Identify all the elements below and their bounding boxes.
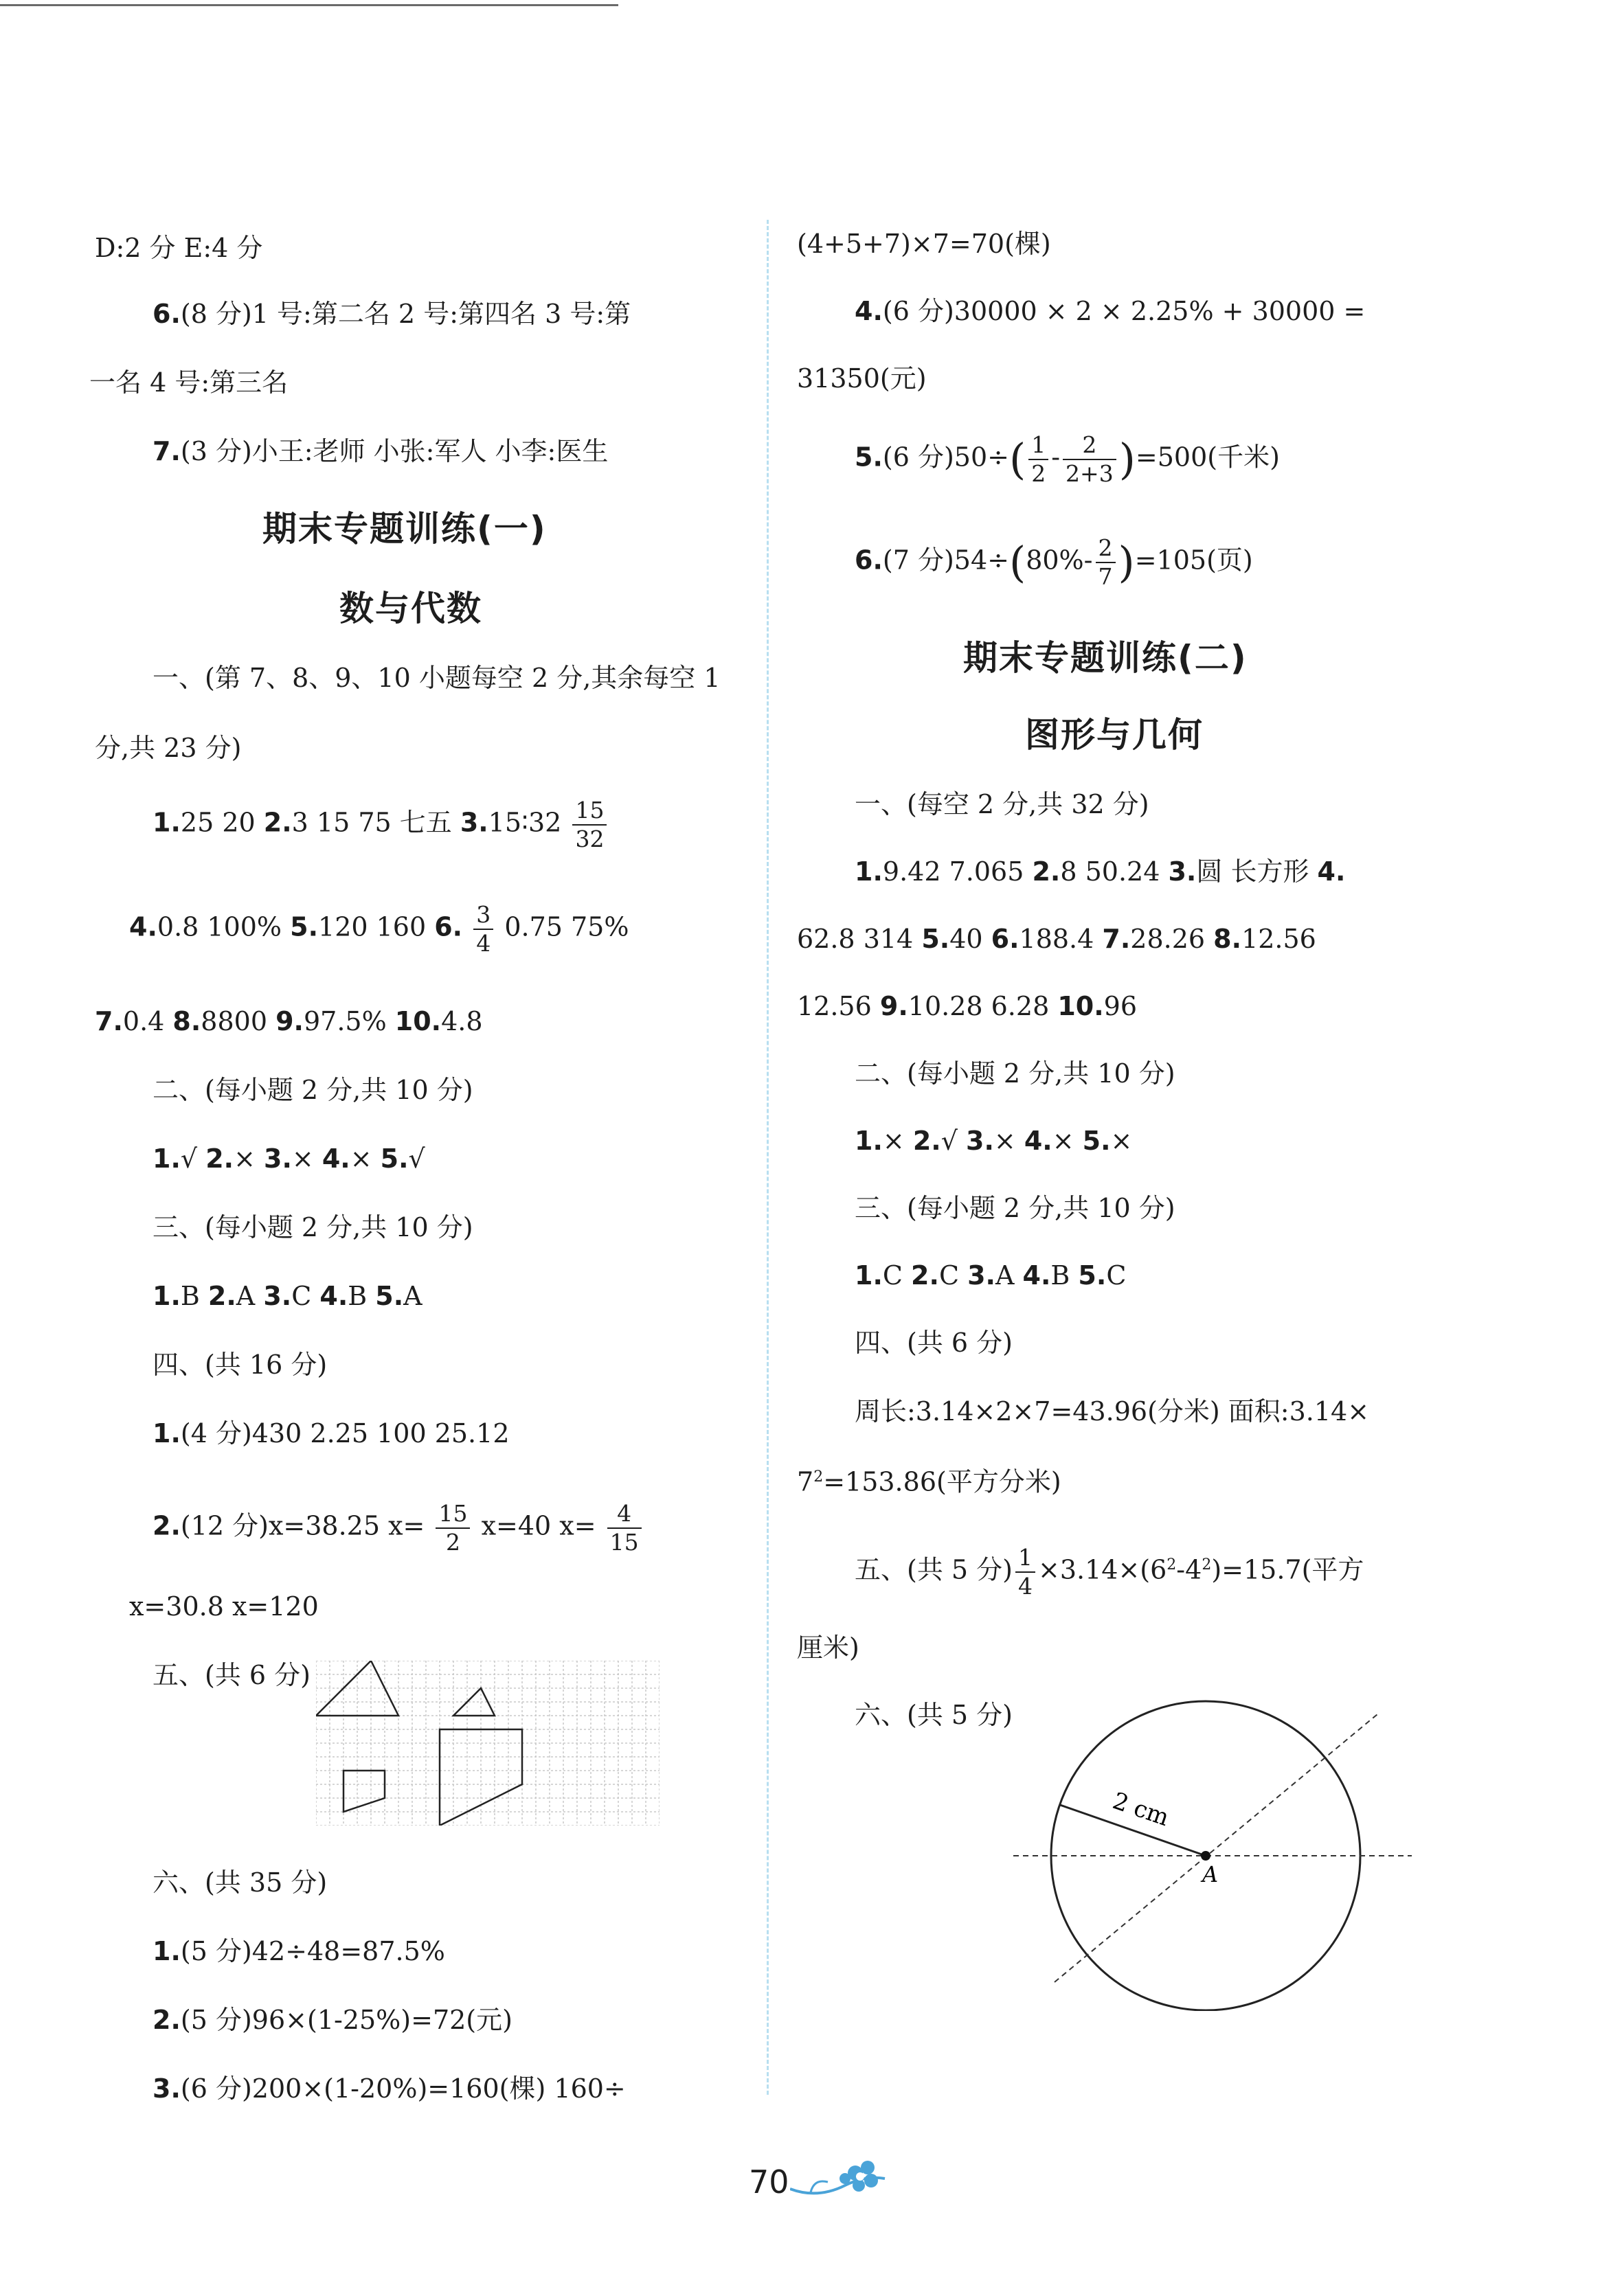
section-subtitle: 图形与几何 <box>1025 715 1204 755</box>
flower-decoration-icon <box>790 2158 886 2206</box>
answer-q6: 6.(8 分)1 号:第二名 2 号:第四名 3 号:第 <box>153 299 631 329</box>
answer-row: 1.C 2.C 3.A 4.B 5.C <box>855 1260 1127 1291</box>
radius-label: 2 cm <box>1109 1787 1173 1832</box>
answer-row: $7^2=153.86$(平方分米) <box>797 1466 1061 1497</box>
fraction: $\frac{2}{2+3}$ <box>1063 431 1116 488</box>
answer-row: 4.(6 分)30000 × 2 × 2.25% + 30000 = <box>855 296 1366 326</box>
center-label: A <box>1202 1861 1219 1887</box>
answer-row: 1.B 2.A 3.C 4.B 5.A <box>153 1281 422 1311</box>
part-heading: 四、(共 16 分) <box>153 1350 328 1380</box>
section-title: 期末专题训练(二) <box>963 638 1248 678</box>
part-heading: 三、(每小题 2 分,共 10 分) <box>855 1193 1175 1223</box>
circle-figure <box>1013 1681 1426 2011</box>
answer-row: 3.(6 分)200×(1-20%)=160(棵) 160÷ <box>153 2073 626 2104</box>
answer-line: D:2 分 E:4 分 <box>95 233 263 263</box>
part-heading: 六、(共 5 分) <box>855 1700 1013 1730</box>
answer-row: 6.(7 分)54÷(80%- $\frac{2}{7}$ )=105(页) <box>855 534 1253 590</box>
answer-row: 1.25 20 2.3 15 75 七五 3.15∶32 $\frac{15}{32}$ <box>153 797 609 853</box>
part-heading: 五、(共 6 分) <box>153 1660 311 1690</box>
answer-row: 5.(6 分)50÷( $\frac{1}{2}$ - $\frac{2}{2+3}$ )=500(千米) <box>855 431 1280 487</box>
answer-row: 2.(12 分)x=38.25 x= $\frac{15}{2}$ x=40 x= $\frac{4}{15}$ <box>153 1500 644 1556</box>
part-heading: 二、(每小题 2 分,共 10 分) <box>153 1075 473 1105</box>
part-heading: 一、(每空 2 分,共 32 分) <box>855 789 1149 819</box>
fraction: $\frac{1}{4}$ <box>1015 1544 1035 1600</box>
part-heading: 分,共 23 分) <box>95 733 242 763</box>
fraction: $\frac{2}{7}$ <box>1096 534 1116 591</box>
answer-row: 12.56 9.10.28 6.28 10.96 <box>797 991 1138 1021</box>
fraction: $\frac{15}{32}$ <box>572 797 607 853</box>
fraction: $\frac{4}{15}$ <box>607 1500 642 1556</box>
part-heading: 六、(共 35 分) <box>153 1867 328 1898</box>
section-subtitle: 数与代数 <box>339 589 482 628</box>
page-number: 70 <box>749 2163 789 2201</box>
grid-drawing-figure <box>316 1661 660 1826</box>
part-heading: 一、(第 7、8、9、10 小题每空 2 分,其余每空 1 <box>153 663 721 693</box>
answer-row: 4.0.8 100% 5.120 160 6. $\frac{3}{4}$ 0.75 75% <box>129 901 629 957</box>
answer-row: 1.(4 分)430 2.25 100 25.12 <box>153 1418 510 1448</box>
section-title: 期末专题训练(一) <box>262 509 547 549</box>
answer-row: 1.(5 分)42÷48=87.5% <box>153 1936 445 1966</box>
answer-row: (4+5+7)×7=70(棵) <box>797 229 1051 259</box>
answer-row: 厘米) <box>797 1633 859 1663</box>
answer-row: x=30.8 x=120 <box>129 1591 319 1622</box>
part-heading: 四、(共 6 分) <box>855 1328 1013 1358</box>
answer-row: 1.√ 2.× 3.× 4.× 5.√ <box>153 1144 425 1174</box>
part-heading: 三、(每小题 2 分,共 10 分) <box>153 1212 473 1242</box>
answer-row: 62.8 314 5.40 6.188.4 7.28.26 8.12.56 <box>797 924 1316 954</box>
answer-row: 2.(5 分)96×(1-25%)=72(元) <box>153 2005 512 2035</box>
answer-row: 五、(共 5 分) $\frac{1}{4}$ $\times 3.14\times(6^2-4^2)=15.7$(平方 <box>855 1544 1364 1600</box>
column-divider <box>767 220 769 2095</box>
answer-row: 周长:3.14×2×7=43.96(分米) 面积:3.14× <box>855 1396 1370 1427</box>
answer-row: 7.0.4 8.8800 9.97.5% 10.4.8 <box>95 1006 483 1036</box>
part-heading: 二、(每小题 2 分,共 10 分) <box>855 1058 1175 1089</box>
fraction: $\frac{15}{2}$ <box>436 1500 470 1556</box>
answer-line: 一名 4 号:第三名 <box>89 367 289 398</box>
top-rule <box>0 4 618 6</box>
fraction: $\frac{1}{2}$ <box>1028 431 1048 488</box>
answer-row: 1.9.42 7.065 2.8 50.24 3.圆 长方形 4. <box>855 856 1346 887</box>
answer-row: 31350(元) <box>797 363 927 394</box>
fraction: $\frac{3}{4}$ <box>473 901 493 957</box>
answer-row: 1.× 2.√ 3.× 4.× 5.× <box>855 1126 1133 1156</box>
answer-q7: 7.(3 分)小王:老师 小张:军人 小李:医生 <box>153 436 609 466</box>
